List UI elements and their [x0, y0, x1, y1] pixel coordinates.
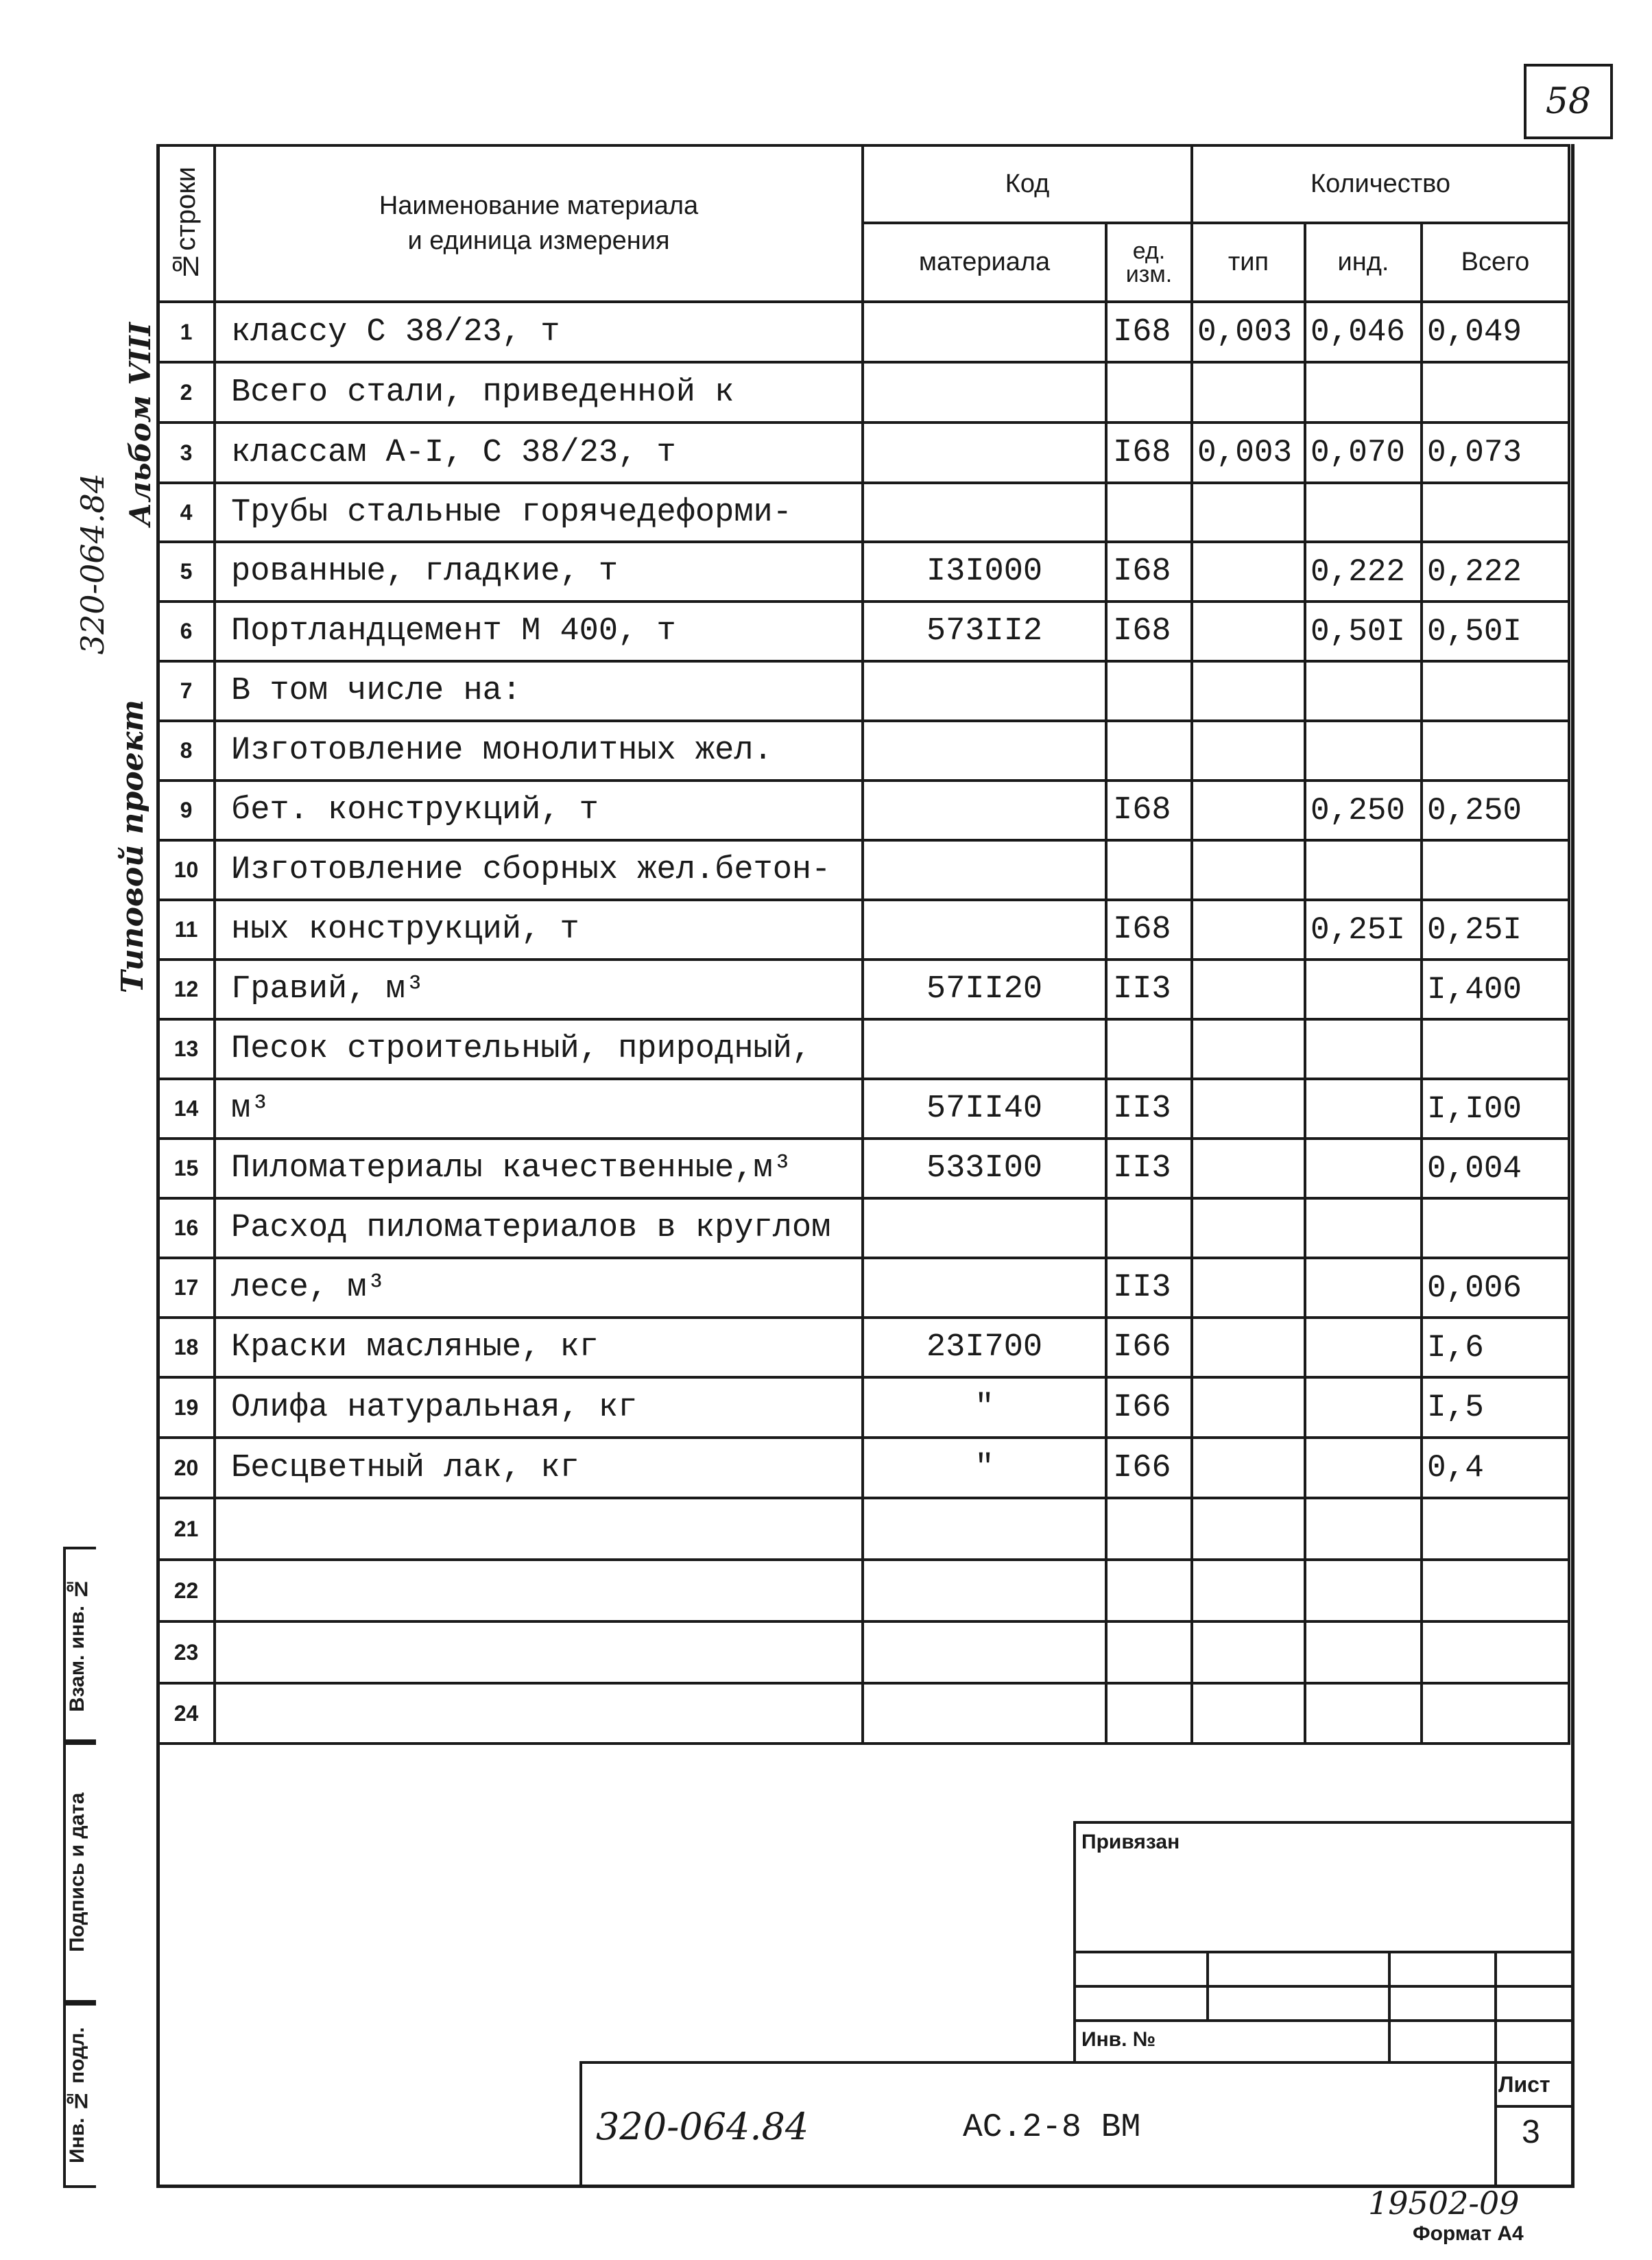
row-number: 14	[158, 1079, 215, 1139]
qty-type	[1192, 1318, 1305, 1377]
row-number: 6	[158, 602, 215, 661]
qty-total	[1422, 661, 1569, 721]
qty-type	[1192, 721, 1305, 781]
format-label: Формат А4	[1413, 2222, 1524, 2245]
unit-code: I66	[1106, 1318, 1192, 1377]
stamp-podpis-data	[63, 1742, 96, 2003]
qty-ind: 0,046	[1305, 302, 1422, 362]
qty-type	[1192, 1621, 1305, 1683]
material-code: 57II40	[863, 1079, 1106, 1139]
qty-total: 0,4	[1422, 1438, 1569, 1498]
material-code	[863, 721, 1106, 781]
header-qty-ind: инд.	[1305, 223, 1422, 302]
material-name: классу С 38/23, т	[215, 302, 863, 362]
stamp-inv-podl-label: Инв. № подл.	[66, 2027, 88, 2164]
header-qty-type: тип	[1192, 223, 1305, 302]
unit-code: I66	[1106, 1438, 1192, 1498]
material-name: Расход пиломатериалов в круглом	[215, 1198, 863, 1258]
material-name: Всего стали, приведенной к	[215, 362, 863, 423]
material-name: Краски масляные, кг	[215, 1318, 863, 1377]
row-number: 5	[158, 542, 215, 602]
qty-type	[1192, 1438, 1305, 1498]
material-name: рованные, гладкие, т	[215, 542, 863, 602]
unit-code: I68	[1106, 781, 1192, 840]
row-number: 24	[158, 1683, 215, 1744]
qty-total: I,6	[1422, 1318, 1569, 1377]
qty-total	[1422, 1498, 1569, 1560]
unit-code	[1106, 661, 1192, 721]
material-code	[863, 900, 1106, 960]
unit-code: I68	[1106, 900, 1192, 960]
material-code: I3I000	[863, 542, 1106, 602]
header-row-no	[158, 145, 215, 302]
qty-ind	[1305, 1318, 1422, 1377]
header-qty-total: Всего	[1422, 223, 1569, 302]
header-name-line-1: Наименование материала	[379, 191, 699, 220]
row-number: 12	[158, 960, 215, 1019]
material-code: 533I00	[863, 1139, 1106, 1198]
qty-type	[1192, 362, 1305, 423]
privyazan-label: Привязан	[1081, 1831, 1180, 1853]
table-row	[158, 1377, 1569, 1438]
material-code	[863, 302, 1106, 362]
sheet-number-box	[1524, 64, 1613, 139]
material-code	[863, 483, 1106, 542]
table-row	[158, 900, 1569, 960]
material-name: лесе, м³	[215, 1258, 863, 1318]
qty-type	[1192, 840, 1305, 900]
title-project-number: 320-064.84	[596, 2105, 809, 2148]
album-text: Альбом VIII	[123, 322, 157, 527]
material-name: бет. конструкций, т	[215, 781, 863, 840]
row-number: 9	[158, 781, 215, 840]
row-number: 21	[158, 1498, 215, 1560]
qty-ind	[1305, 1198, 1422, 1258]
table-row	[158, 1198, 1569, 1258]
unit-code: II3	[1106, 1139, 1192, 1198]
material-name: Изготовление сборных жел.бетон-	[215, 840, 863, 900]
material-code	[863, 840, 1106, 900]
qty-total: I,5	[1422, 1377, 1569, 1438]
material-code	[863, 1198, 1106, 1258]
row-number: 4	[158, 483, 215, 542]
spec-rows	[158, 302, 1569, 1744]
material-code	[863, 1621, 1106, 1683]
qty-type	[1192, 661, 1305, 721]
row-number: 23	[158, 1621, 215, 1683]
table-row	[158, 542, 1569, 602]
qty-total: 0,049	[1422, 302, 1569, 362]
row-number: 8	[158, 721, 215, 781]
table-row	[158, 661, 1569, 721]
row-number: 7	[158, 661, 215, 721]
material-name: Портландцемент М 400, т	[215, 602, 863, 661]
qty-ind	[1305, 1683, 1422, 1744]
qty-ind	[1305, 1377, 1422, 1438]
qty-ind: 0,222	[1305, 542, 1422, 602]
material-name	[215, 1498, 863, 1560]
table-row	[158, 1079, 1569, 1139]
qty-total	[1422, 362, 1569, 423]
binding-block	[1073, 1821, 1575, 2061]
row-number: 13	[158, 1019, 215, 1079]
qty-ind: 0,50I	[1305, 602, 1422, 661]
material-name: Трубы стальные горячедеформи-	[215, 483, 863, 542]
qty-total	[1422, 1019, 1569, 1079]
material-name: Гравий, м³	[215, 960, 863, 1019]
qty-total: 0,006	[1422, 1258, 1569, 1318]
unit-code: II3	[1106, 1079, 1192, 1139]
qty-type	[1192, 1019, 1305, 1079]
qty-total: 0,50I	[1422, 602, 1569, 661]
qty-ind	[1305, 1621, 1422, 1683]
header-qty-group: Количество	[1192, 145, 1569, 223]
qty-ind	[1305, 1079, 1422, 1139]
qty-ind	[1305, 840, 1422, 900]
qty-type	[1192, 483, 1305, 542]
unit-code	[1106, 1621, 1192, 1683]
header-code-group: Код	[863, 145, 1192, 223]
qty-ind	[1305, 721, 1422, 781]
side-annotation-project-code	[74, 473, 115, 679]
material-code	[863, 781, 1106, 840]
material-name: м³	[215, 1079, 863, 1139]
qty-total	[1422, 1621, 1569, 1683]
title-doc-code: АС.2-8 ВМ	[963, 2109, 1141, 2146]
unit-code	[1106, 362, 1192, 423]
material-name: ных конструкций, т	[215, 900, 863, 960]
qty-ind	[1305, 960, 1422, 1019]
material-spec-table	[156, 144, 1570, 1745]
qty-type	[1192, 1377, 1305, 1438]
header-code-unit	[1106, 223, 1192, 302]
qty-ind: 0,250	[1305, 781, 1422, 840]
order-number: 19502-09	[1368, 2185, 1520, 2222]
row-number: 3	[158, 423, 215, 483]
material-name: Изготовление монолитных жел.	[215, 721, 863, 781]
qty-ind	[1305, 1498, 1422, 1560]
material-code	[863, 1258, 1106, 1318]
row-number: 1	[158, 302, 215, 362]
material-code	[863, 1019, 1106, 1079]
qty-total	[1422, 840, 1569, 900]
header-code-material: материала	[863, 223, 1106, 302]
material-code: 57II20	[863, 960, 1106, 1019]
table-row	[158, 721, 1569, 781]
unit-code: I66	[1106, 1377, 1192, 1438]
qty-ind	[1305, 483, 1422, 542]
header-row-no-text: №строки	[171, 166, 201, 281]
qty-total: 0,222	[1422, 542, 1569, 602]
qty-total: 0,250	[1422, 781, 1569, 840]
qty-total: 0,25I	[1422, 900, 1569, 960]
unit-code	[1106, 1560, 1192, 1621]
project-code-text: 320-064.84	[74, 473, 111, 655]
stamp-podpis-data-label: Подпись и дата	[66, 1792, 88, 1953]
row-number: 16	[158, 1198, 215, 1258]
qty-type	[1192, 1079, 1305, 1139]
unit-code: I68	[1106, 602, 1192, 661]
row-number: 20	[158, 1438, 215, 1498]
qty-ind	[1305, 1139, 1422, 1198]
sheet-value: 3	[1522, 2114, 1540, 2150]
qty-type: 0,003	[1192, 302, 1305, 362]
qty-total: I,I00	[1422, 1079, 1569, 1139]
qty-total	[1422, 1683, 1569, 1744]
row-number: 19	[158, 1377, 215, 1438]
unit-code	[1106, 840, 1192, 900]
unit-code	[1106, 1683, 1192, 1744]
table-row	[158, 483, 1569, 542]
row-number: 22	[158, 1560, 215, 1621]
unit-code: I68	[1106, 542, 1192, 602]
qty-ind	[1305, 1560, 1422, 1621]
table-row	[158, 1438, 1569, 1498]
sheet-label: Лист	[1498, 2072, 1551, 2097]
qty-type: 0,003	[1192, 423, 1305, 483]
qty-type	[1192, 1198, 1305, 1258]
stamp-vzam-inv-label: Взам. инв. №	[66, 1577, 88, 1712]
row-number: 10	[158, 840, 215, 900]
table-row	[158, 1498, 1569, 1560]
qty-type	[1192, 900, 1305, 960]
material-code: 573II2	[863, 602, 1106, 661]
unit-code	[1106, 721, 1192, 781]
table-row	[158, 362, 1569, 423]
qty-type	[1192, 960, 1305, 1019]
table-row	[158, 1139, 1569, 1198]
side-annotation-project-type	[115, 700, 156, 994]
qty-type	[1192, 1498, 1305, 1560]
header-code-unit-text: ед. изм.	[1125, 237, 1173, 287]
table-row	[158, 1683, 1569, 1744]
unit-code	[1106, 1498, 1192, 1560]
row-number: 15	[158, 1139, 215, 1198]
qty-ind: 0,070	[1305, 423, 1422, 483]
qty-type	[1192, 1683, 1305, 1744]
qty-total: 0,073	[1422, 423, 1569, 483]
qty-total: 0,004	[1422, 1139, 1569, 1198]
material-name: Пиломатериалы качественные,м³	[215, 1139, 863, 1198]
header-name-line-2: и единица измерения	[407, 226, 670, 255]
material-code: "	[863, 1377, 1106, 1438]
row-number: 17	[158, 1258, 215, 1318]
material-name: классам А-I, С 38/23, т	[215, 423, 863, 483]
row-number: 2	[158, 362, 215, 423]
material-code	[863, 1498, 1106, 1560]
project-type-text: Типовой проект	[115, 700, 150, 994]
material-code	[863, 362, 1106, 423]
unit-code	[1106, 1019, 1192, 1079]
qty-type	[1192, 602, 1305, 661]
table-row	[158, 1560, 1569, 1621]
table-row	[158, 781, 1569, 840]
table-row	[158, 423, 1569, 483]
qty-total	[1422, 1198, 1569, 1258]
material-name	[215, 1683, 863, 1744]
row-number: 18	[158, 1318, 215, 1377]
qty-ind	[1305, 1019, 1422, 1079]
qty-total	[1422, 721, 1569, 781]
table-row	[158, 1258, 1569, 1318]
stamp-vzam-inv	[63, 1547, 96, 1742]
qty-type	[1192, 781, 1305, 840]
row-number: 11	[158, 900, 215, 960]
material-name: Олифа натуральная, кг	[215, 1377, 863, 1438]
material-code: 23I700	[863, 1318, 1106, 1377]
material-name	[215, 1560, 863, 1621]
inv-no-label: Инв. №	[1081, 2028, 1156, 2051]
qty-total	[1422, 1560, 1569, 1621]
qty-type	[1192, 1560, 1305, 1621]
qty-ind: 0,25I	[1305, 900, 1422, 960]
table-row	[158, 1621, 1569, 1683]
unit-code: II3	[1106, 960, 1192, 1019]
qty-total: I,400	[1422, 960, 1569, 1019]
qty-ind	[1305, 1258, 1422, 1318]
qty-ind	[1305, 1438, 1422, 1498]
material-name: Бесцветный лак, кг	[215, 1438, 863, 1498]
unit-code: I68	[1106, 302, 1192, 362]
qty-type	[1192, 1139, 1305, 1198]
material-code	[863, 1683, 1106, 1744]
table-row	[158, 602, 1569, 661]
unit-code: II3	[1106, 1258, 1192, 1318]
table-row	[158, 960, 1569, 1019]
material-code	[863, 423, 1106, 483]
table-row	[158, 1318, 1569, 1377]
material-code	[863, 661, 1106, 721]
main-title-block	[579, 2061, 1575, 2188]
material-name: Песок строительный, природный,	[215, 1019, 863, 1079]
material-name: В том числе на:	[215, 661, 863, 721]
qty-type	[1192, 542, 1305, 602]
table-row	[158, 302, 1569, 362]
unit-code: I68	[1106, 423, 1192, 483]
unit-code	[1106, 1198, 1192, 1258]
qty-ind	[1305, 661, 1422, 721]
table-row	[158, 1019, 1569, 1079]
qty-type	[1192, 1258, 1305, 1318]
sheet-number: 58	[1545, 81, 1592, 122]
material-code: "	[863, 1438, 1106, 1498]
qty-ind	[1305, 362, 1422, 423]
qty-total	[1422, 483, 1569, 542]
table-row	[158, 840, 1569, 900]
material-name	[215, 1621, 863, 1683]
material-code	[863, 1560, 1106, 1621]
stamp-inv-podl	[63, 2003, 96, 2188]
header-name	[215, 145, 863, 302]
unit-code	[1106, 483, 1192, 542]
